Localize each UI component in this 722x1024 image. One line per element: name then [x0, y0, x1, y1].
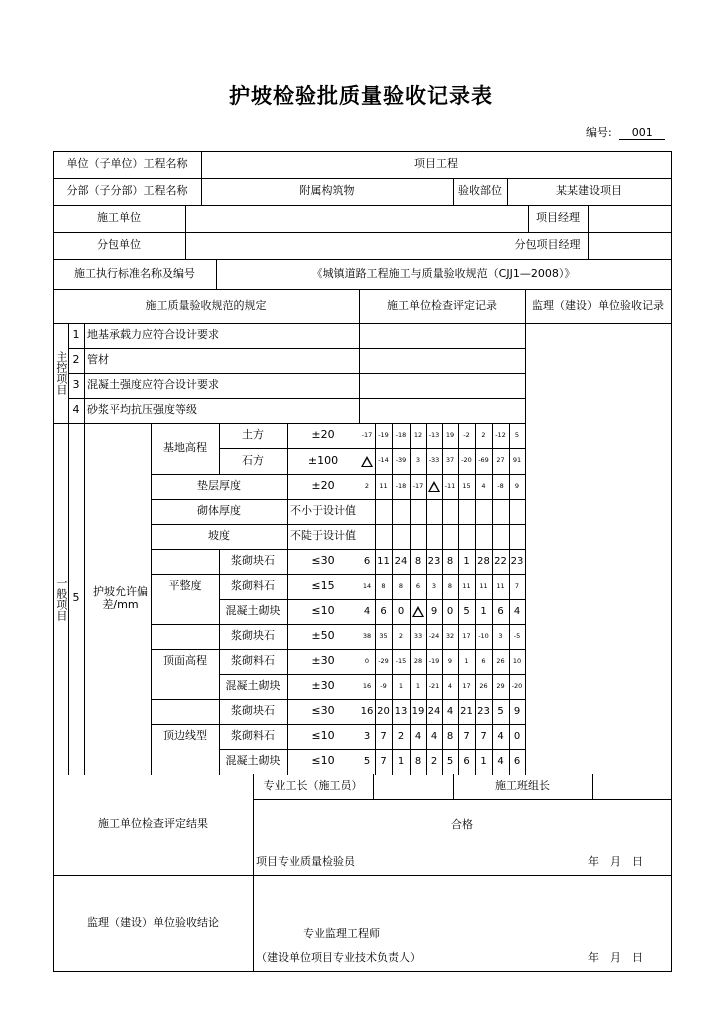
- measurement-cell: 5: [463, 605, 470, 617]
- measurement-cell: 17: [462, 631, 471, 640]
- measurement-cell: 16: [362, 681, 372, 690]
- general-item-no: 5: [72, 591, 80, 605]
- measurement-cell: 13: [394, 705, 408, 717]
- project-name-label: 单位（子单位）工程名称: [66, 157, 188, 171]
- measurement-cell: 9: [447, 656, 453, 665]
- measurement-cell: 7: [514, 581, 520, 590]
- measurement-cell: 9: [430, 605, 438, 617]
- measurement-cell: [359, 448, 375, 474]
- measurement-cell: 11: [377, 555, 390, 567]
- main-item-text: 砂浆平均抗压强度等级: [87, 403, 197, 417]
- measurement-cell: 1: [464, 656, 469, 665]
- table-rule: [592, 774, 593, 800]
- measurement-cell: 33: [413, 631, 423, 640]
- main-item-text: 混凝土强度应符合设计要求: [87, 378, 219, 392]
- measurement-cell: 22: [494, 555, 507, 567]
- measurement-cell: 6: [463, 755, 470, 767]
- measurement-cell: 3: [363, 730, 371, 742]
- measurement-cell: -33: [428, 456, 440, 465]
- measurement-cell: 20: [377, 705, 390, 717]
- measurement-cell: 8: [446, 730, 454, 742]
- row-tolerance: ≤10: [311, 754, 335, 768]
- measurement-cell: [359, 499, 375, 524]
- measurement-cell: [410, 599, 426, 624]
- measurement-cell: 0: [397, 605, 405, 617]
- serial-value: 001: [619, 126, 665, 140]
- measurement-cell: 8: [447, 581, 453, 590]
- measurement-cell: 4: [497, 755, 504, 767]
- table-rule: [671, 151, 672, 972]
- supervisor-engineer-label: 专业监理工程师: [303, 926, 380, 940]
- sub-manager-label: 分包项目经理: [514, 238, 581, 252]
- measurement-cell: 2: [430, 755, 438, 767]
- triangle-warning-icon: [428, 481, 440, 492]
- measurement-cell: 24: [427, 705, 441, 717]
- row-name: 垫层厚度: [197, 479, 241, 493]
- result-value: 合格: [451, 817, 473, 831]
- measurement-cell: -14: [378, 456, 389, 465]
- table-rule: [525, 289, 526, 775]
- measurement-cell: 4: [430, 730, 438, 742]
- measurement-cell: 26: [479, 681, 488, 690]
- measurement-cell: 28: [413, 656, 423, 665]
- table-rule: [185, 205, 186, 260]
- table-rule: [588, 205, 589, 260]
- measurement-cell: 1: [480, 755, 487, 767]
- row-tolerance: 不小于设计值: [290, 504, 356, 518]
- row-name: 混凝土砌块: [225, 679, 281, 693]
- measurement-cell: -19: [428, 656, 440, 665]
- row-name: 浆砌块石: [231, 704, 275, 718]
- measurement-cell: -20: [461, 456, 472, 465]
- measurement-cell: -20: [511, 681, 523, 690]
- col-spec: 施工质量验收规范的规定: [145, 298, 267, 312]
- measurement-cell: 8: [446, 555, 454, 567]
- measurement-cell: 35: [379, 631, 388, 640]
- measurement-cell: -8: [497, 481, 504, 490]
- group-top-elevation: 顶面高程: [163, 654, 207, 668]
- measurement-cell: [426, 499, 442, 524]
- measurement-cell: 16: [360, 705, 374, 717]
- measurement-cell: [426, 524, 442, 549]
- subcontractor-label: 分包单位: [97, 238, 141, 252]
- acceptance-part-label: 验收部位: [458, 184, 502, 198]
- measurement-cell: -19: [378, 430, 389, 439]
- measurement-cell: -13: [428, 430, 440, 439]
- measurement-cell: 5: [363, 755, 371, 767]
- supervisor-date: 年 月 日: [588, 951, 643, 965]
- measurement-cell: 4: [447, 681, 453, 690]
- measurement-cell: [375, 499, 392, 524]
- row-name: 坡度: [208, 529, 230, 543]
- row-tolerance: ≤30: [311, 704, 335, 718]
- measurement-cell: [492, 524, 509, 549]
- measurement-cell: -5: [513, 631, 521, 640]
- sub-project-label: 分部（子分部）工程名称: [66, 184, 188, 198]
- table-rule: [253, 799, 672, 800]
- group-flatness: 平整度: [168, 579, 202, 593]
- row-tolerance: ≤30: [311, 554, 335, 568]
- page-title: 护坡检验批质量验收记录表: [229, 84, 493, 108]
- project-name-value: 项目工程: [414, 157, 458, 171]
- contractor-label: 施工单位: [97, 211, 141, 225]
- measurement-cell: -12: [495, 430, 506, 439]
- measurement-cell: [442, 524, 458, 549]
- measurement-cell: [392, 524, 410, 549]
- measurement-cell: -10: [478, 631, 489, 640]
- measurement-cell: 11: [479, 581, 488, 590]
- measurement-cell: [458, 524, 475, 549]
- row-name: 浆砌料石: [231, 729, 275, 743]
- measurement-cell: 9: [513, 705, 521, 717]
- measurement-cell: 1: [463, 555, 470, 567]
- row-name: 石方: [242, 453, 264, 467]
- measurement-cell: 11: [379, 481, 388, 490]
- measurement-cell: [458, 499, 475, 524]
- measurement-cell: 38: [362, 631, 372, 640]
- foreman-label: 专业工长（施工员）: [263, 779, 363, 793]
- measurement-cell: 6: [363, 555, 371, 567]
- main-item-no: 4: [72, 403, 80, 417]
- main-item-text: 管材: [87, 353, 109, 367]
- measurement-cell: 8: [414, 755, 422, 767]
- main-item-no: 1: [72, 328, 80, 342]
- row-tolerance: 不陡于设计值: [290, 529, 356, 543]
- measurement-cell: 7: [463, 730, 470, 742]
- measurement-cell: 6: [497, 605, 504, 617]
- measurement-cell: 12: [413, 430, 423, 439]
- row-tolerance: ±20: [311, 428, 335, 442]
- measurement-cell: -18: [395, 430, 407, 439]
- measurement-cell: 11: [462, 581, 471, 590]
- measurement-cell: -18: [395, 481, 407, 490]
- table-rule: [53, 971, 672, 972]
- measurement-cell: 21: [460, 705, 473, 717]
- row-name: 浆砌料石: [231, 579, 275, 593]
- measurement-cell: 8: [398, 581, 404, 590]
- measurement-cell: [475, 499, 492, 524]
- measurement-cell: [392, 499, 410, 524]
- measurement-cell: -2: [463, 430, 470, 439]
- measurement-cell: -21: [428, 681, 440, 690]
- measurement-cell: 7: [480, 730, 487, 742]
- measurement-cell: -29: [378, 656, 389, 665]
- main-item-no: 2: [72, 353, 80, 367]
- measurement-cell: [375, 524, 392, 549]
- measurement-cell: 28: [477, 555, 490, 567]
- measurement-cell: 6: [481, 656, 486, 665]
- measurement-cell: -24: [428, 631, 440, 640]
- triangle-warning-icon: [412, 606, 424, 617]
- row-name: 浆砌块石: [231, 629, 275, 643]
- measurement-cell: 3: [498, 631, 503, 640]
- measurement-cell: 7: [380, 755, 387, 767]
- row-name: 浆砌料石: [231, 654, 275, 668]
- measurement-cell: 4: [414, 730, 422, 742]
- row-name: 土方: [242, 428, 264, 442]
- sub-project-value: 附属构筑物: [299, 184, 355, 198]
- measurement-cell: [509, 524, 525, 549]
- general-item-text: 护坡允许偏差/mm: [93, 584, 148, 611]
- measurement-cell: 37: [445, 456, 455, 465]
- general-label: 一般项目: [54, 576, 68, 621]
- measurement-cell: 24: [394, 555, 408, 567]
- measurement-cell: 2: [397, 730, 405, 742]
- measurement-cell: [509, 499, 525, 524]
- measurement-cell: 8: [414, 555, 422, 567]
- measurement-cell: 2: [364, 481, 370, 490]
- row-tolerance: ≤10: [311, 729, 335, 743]
- measurement-cell: 5: [514, 430, 520, 439]
- measurement-cell: 3: [415, 456, 421, 465]
- measurement-cell: [426, 474, 442, 499]
- row-tolerance: ±20: [311, 479, 335, 493]
- measurement-cell: 9: [514, 481, 520, 490]
- row-tolerance: ±30: [311, 679, 335, 693]
- measurement-cell: 6: [380, 605, 387, 617]
- measurement-cell: 2: [398, 631, 404, 640]
- measurement-cell: 5: [497, 705, 504, 717]
- standard-value: 《城镇道路工程施工与质量验收规范（CJJ1—2008）》: [311, 266, 576, 280]
- main-control-label: 主控项目: [54, 351, 68, 395]
- measurement-cell: 8: [381, 581, 386, 590]
- measurement-cell: 19: [411, 705, 425, 717]
- serial-number: [586, 124, 665, 140]
- row-tolerance: ≤15: [311, 579, 335, 593]
- measurement-cell: 4: [497, 730, 504, 742]
- row-tolerance: ±100: [307, 453, 339, 467]
- measurement-cell: 91: [512, 456, 522, 465]
- measurement-cell: 5: [446, 755, 454, 767]
- measurement-cell: [475, 524, 492, 549]
- serial-label: 编号:: [586, 126, 612, 139]
- measurement-cell: 3: [431, 581, 437, 590]
- measurement-cell: 1: [480, 605, 487, 617]
- measurement-cell: 0: [446, 605, 454, 617]
- main-item-no: 3: [72, 378, 80, 392]
- measurement-cell: 4: [481, 481, 486, 490]
- measurement-cell: -11: [444, 481, 456, 490]
- measurement-cell: 23: [510, 555, 524, 567]
- measurement-cell: 17: [462, 681, 471, 690]
- measurement-cell: 32: [445, 631, 455, 640]
- measurement-cell: 6: [513, 755, 521, 767]
- acceptance-part-value: 某某建设项目: [556, 184, 622, 198]
- row-name: 混凝土砌块: [225, 754, 281, 768]
- row-name: 浆砌块石: [231, 554, 275, 568]
- measurement-cell: 15: [462, 481, 471, 490]
- inspector-date: 年 月 日: [588, 855, 643, 869]
- measurement-cell: [410, 499, 426, 524]
- contractor-result-label: 施工单位检查评定结果: [98, 817, 208, 831]
- measurement-cell: 1: [415, 681, 421, 690]
- col-supervise: 监理（建设）单位验收记录: [532, 298, 664, 312]
- measurement-cell: [359, 524, 375, 549]
- row-tolerance: ±50: [311, 629, 335, 643]
- row-tolerance: ±30: [311, 654, 335, 668]
- measurement-cell: 26: [496, 656, 505, 665]
- measurement-cell: 0: [513, 730, 521, 742]
- measurement-cell: 4: [446, 705, 454, 717]
- measurement-cell: 19: [445, 430, 455, 439]
- table-rule: [373, 774, 374, 800]
- measurement-cell: 23: [427, 555, 441, 567]
- measurement-cell: 1: [397, 755, 405, 767]
- measurement-cell: -9: [380, 681, 387, 690]
- standard-label: 施工执行标准名称及编号: [74, 266, 195, 280]
- measurement-cell: [410, 524, 426, 549]
- measurement-cell: 7: [380, 730, 387, 742]
- measurement-cell: 0: [364, 656, 370, 665]
- row-name: 混凝土砌块: [225, 604, 281, 618]
- measurement-cell: [442, 499, 458, 524]
- col-inspect: 施工单位检查评定记录: [387, 298, 497, 312]
- group-base-elevation: 基地高程: [163, 441, 207, 455]
- measurement-cell: 23: [477, 705, 490, 717]
- measurement-cell: -17: [361, 430, 373, 439]
- measurement-cell: 4: [363, 605, 371, 617]
- project-manager-label: 项目经理: [536, 211, 580, 225]
- measurement-cell: 29: [496, 681, 505, 690]
- measurement-cell: 27: [496, 456, 505, 465]
- measurement-cell: 1: [398, 681, 404, 690]
- measurement-cell: 11: [496, 581, 505, 590]
- owner-tech-label: （建设单位项目专业技术负责人）: [256, 951, 421, 965]
- triangle-warning-icon: [361, 456, 373, 467]
- measurement-cell: 4: [513, 605, 521, 617]
- measurement-cell: [492, 499, 509, 524]
- measurement-cell: 6: [415, 581, 421, 590]
- team-leader-label: 施工班组长: [495, 779, 550, 793]
- measurement-cell: -69: [478, 456, 489, 465]
- measurement-cell: -15: [395, 656, 407, 665]
- measurement-cell: 10: [512, 656, 522, 665]
- group-edge-line: 顶边线型: [163, 729, 207, 743]
- measurement-cell: 2: [481, 430, 486, 439]
- measurement-cell: -39: [395, 456, 407, 465]
- supervisor-result-label: 监理（建设）单位验收结论: [87, 915, 219, 929]
- measurement-cell: -17: [412, 481, 424, 490]
- row-tolerance: ≤10: [311, 604, 335, 618]
- row-name: 砌体厚度: [197, 504, 241, 518]
- inspector-label: 项目专业质量检验员: [256, 855, 355, 869]
- measurement-cell: 14: [362, 581, 372, 590]
- main-item-text: 地基承载力应符合设计要求: [87, 328, 219, 342]
